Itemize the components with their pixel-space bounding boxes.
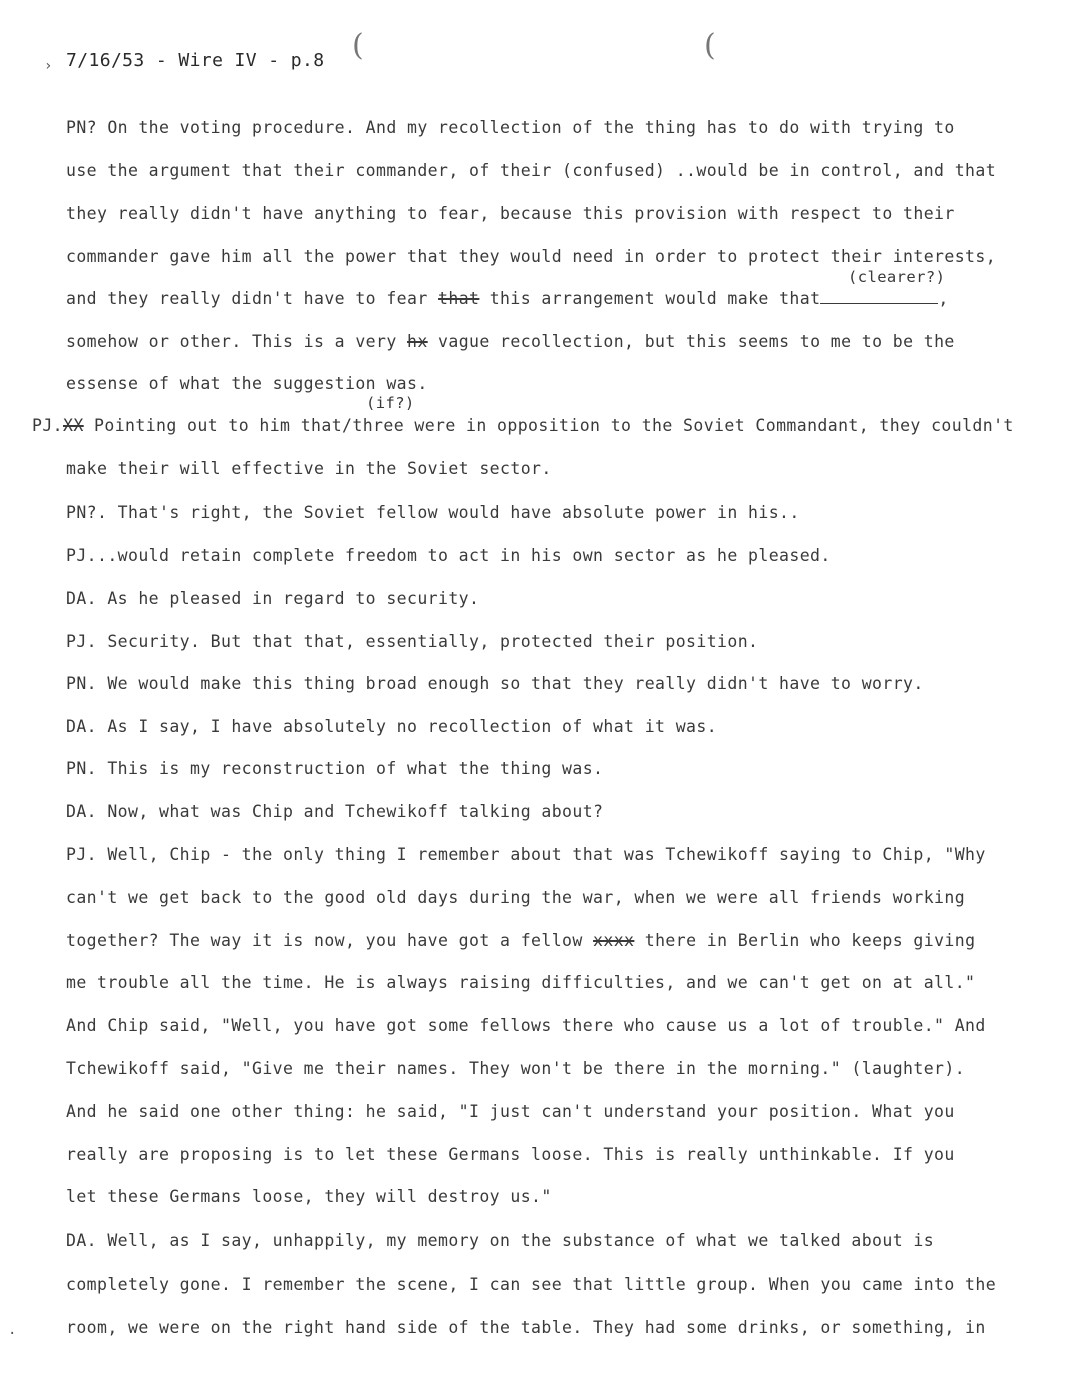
text-line: completely gone. I remember the scene, I can see that little group. When you came into the bbox=[66, 1275, 997, 1294]
text-line: commander gave him all the power that they would need in order to protect their interests, bbox=[66, 247, 997, 266]
text-line: PN. We would make this thing broad enough so that they really didn't have to worry. bbox=[66, 674, 924, 693]
text-line: essense of what the suggestion was. bbox=[66, 374, 428, 393]
struck-word: hx bbox=[407, 332, 428, 351]
text-line: make their will effective in the Soviet sector. bbox=[66, 459, 552, 478]
text-line: room, we were on the right hand side of the table. They had some drinks, or something, in bbox=[66, 1318, 986, 1337]
text-line: PN. This is my reconstruction of what the thing was. bbox=[66, 759, 604, 778]
text-line: can't we get back to the good old days during the war, when we were all friends working bbox=[66, 888, 966, 907]
annotation-if: (if?) bbox=[366, 394, 415, 412]
page-header: 7/16/53 - Wire IV - p.8 bbox=[66, 50, 325, 71]
text-line: PJ. Security. But that that, essentially, protected their position. bbox=[66, 632, 759, 651]
paper-mark-left: ( bbox=[352, 28, 365, 63]
text-line: DA. Now, what was Chip and Tchewikoff talking about? bbox=[66, 802, 604, 821]
margin-dot: › bbox=[44, 58, 53, 74]
annotation-clearer: (clearer?) bbox=[848, 268, 946, 286]
text-line: PJ. Well, Chip - the only thing I remember about that was Tchewikoff saying to Chip, "Why bbox=[66, 845, 986, 864]
paper-mark-right: ( bbox=[704, 28, 717, 63]
text-line: Tchewikoff said, "Give me their names. They won't be there in the morning." (laughter). bbox=[66, 1059, 966, 1078]
text-line: PN?. That's right, the Soviet fellow would have absolute power in his.. bbox=[66, 503, 800, 522]
struck-word: xxxx bbox=[593, 931, 635, 950]
text-line: let these Germans loose, they will destroy us." bbox=[66, 1187, 552, 1206]
text-line: And he said one other thing: he said, "I just can't understand your position. What you bbox=[66, 1102, 955, 1121]
text-line: really are proposing is to let these Germans loose. This is really unthinkable. If you bbox=[66, 1145, 955, 1164]
struck-word: that bbox=[438, 289, 480, 308]
text-line: DA. As he pleased in regard to security. bbox=[66, 589, 480, 608]
text-line: use the argument that their commander, of their (confused) ..would be in control, and that bbox=[66, 161, 997, 180]
blank-line bbox=[820, 289, 938, 304]
margin-dot: · bbox=[8, 1326, 17, 1342]
text-line: together? The way it is now, you have got a fellow xxxx there in Berlin who keeps giving bbox=[66, 931, 976, 950]
text-line: somehow or other. This is a very hx vague recollection, but this seems to me to be the bbox=[66, 332, 955, 351]
text-line: me trouble all the time. He is always raising difficulties, and we can't get on at all." bbox=[66, 973, 976, 992]
text-line: PJ.XX Pointing out to him that/three were in opposition to the Soviet Commandant, they couldn't bbox=[32, 416, 1014, 435]
text-line: DA. Well, as I say, unhappily, my memory on the substance of what we talked about is bbox=[66, 1231, 935, 1250]
text-line: PJ...would retain complete freedom to act in his own sector as he pleased. bbox=[66, 546, 831, 565]
text-line: they really didn't have anything to fear, because this provision with respect to their bbox=[66, 204, 955, 223]
text-line: And Chip said, "Well, you have got some fellows there who cause us a lot of trouble." And bbox=[66, 1016, 986, 1035]
text-line: and they really didn't have to fear that this arrangement would make that , bbox=[66, 289, 949, 308]
struck-word: XX bbox=[63, 416, 84, 435]
text-line: DA. As I say, I have absolutely no recollection of what it was. bbox=[66, 717, 718, 736]
text-line: PN? On the voting procedure. And my recollection of the thing has to do with trying to bbox=[66, 118, 955, 137]
